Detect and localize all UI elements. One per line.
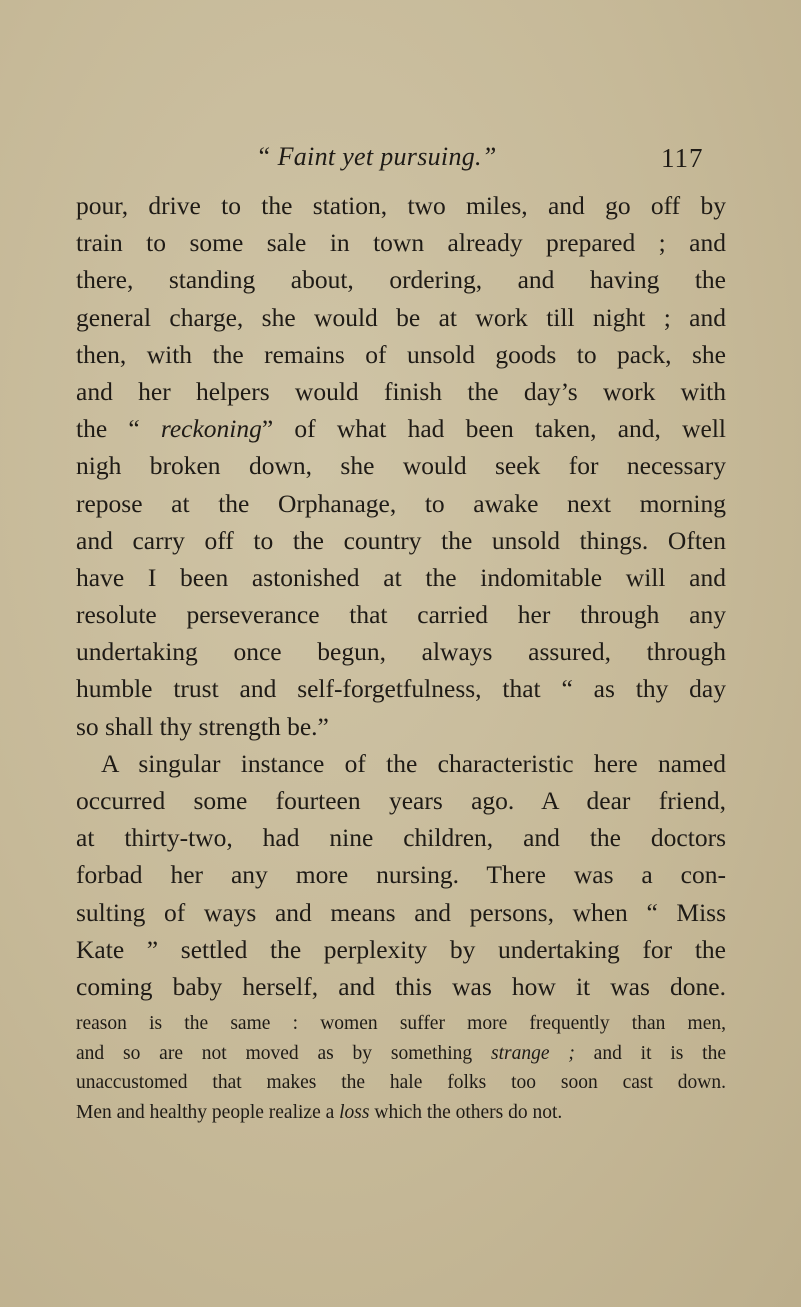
body-line: forbad her any more nursing. There was a con- bbox=[76, 860, 726, 890]
body-line: the “ reckoning” of what had been taken, and, well bbox=[76, 414, 726, 444]
body-line: occurred some fourteen years ago. A dear friend, bbox=[76, 786, 726, 815]
body-line: nigh broken down, she would seek for necessary bbox=[76, 451, 726, 481]
footnote-line: Men and healthy people realize a loss which the others do not. bbox=[76, 1101, 563, 1123]
body-line: repose at the Orphanage, to awake next morning bbox=[76, 488, 726, 518]
body-line: have I been astonished at the indomitable will and bbox=[76, 562, 726, 592]
page-number: 117 bbox=[661, 143, 704, 173]
body-line: then, with the remains of unsold goods to pack, she bbox=[76, 339, 726, 369]
footnote-line: unaccustomed that makes the hale folks too soon cast down. bbox=[76, 1072, 726, 1093]
body-line: humble trust and self-forgetfulness, that “ as thy day bbox=[76, 674, 726, 704]
running-head bbox=[0, 142, 801, 178]
footnote-line: and so are not moved as by something strange ; and it is the bbox=[76, 1042, 726, 1064]
body-line: general charge, she would be at work till night ; and bbox=[76, 302, 726, 332]
body-line: and carry off to the country the unsold things. Often bbox=[76, 525, 726, 555]
body-line: A singular instance of the characteristic here named bbox=[101, 748, 726, 778]
running-title: “ Faint yet pursuing.” bbox=[256, 142, 497, 171]
body-text bbox=[76, 187, 726, 1005]
body-line: at thirty-two, had nine children, and the doctors bbox=[76, 823, 726, 853]
body-line: sulting of ways and means and persons, when “ Miss bbox=[76, 897, 726, 927]
body-line: train to some sale in town already prepared ; and bbox=[76, 228, 726, 258]
footnote-line: reason is the same : women suffer more frequently than men, bbox=[76, 1013, 726, 1034]
body-line: resolute perseverance that carried her through any bbox=[76, 600, 726, 630]
body-line: coming baby herself, and this was how it was done. bbox=[76, 971, 726, 1001]
body-line: Kate ” settled the perplexity by undertaking for the bbox=[76, 934, 726, 964]
body-line: there, standing about, ordering, and having the bbox=[76, 265, 726, 295]
body-line: so shall thy strength be.” bbox=[76, 711, 329, 741]
body-line: pour, drive to the station, two miles, and go off by bbox=[76, 191, 726, 220]
footnote bbox=[76, 1009, 726, 1127]
body-line: undertaking once begun, always assured, through bbox=[76, 637, 726, 667]
body-line: and her helpers would finish the day’s work with bbox=[76, 376, 726, 406]
